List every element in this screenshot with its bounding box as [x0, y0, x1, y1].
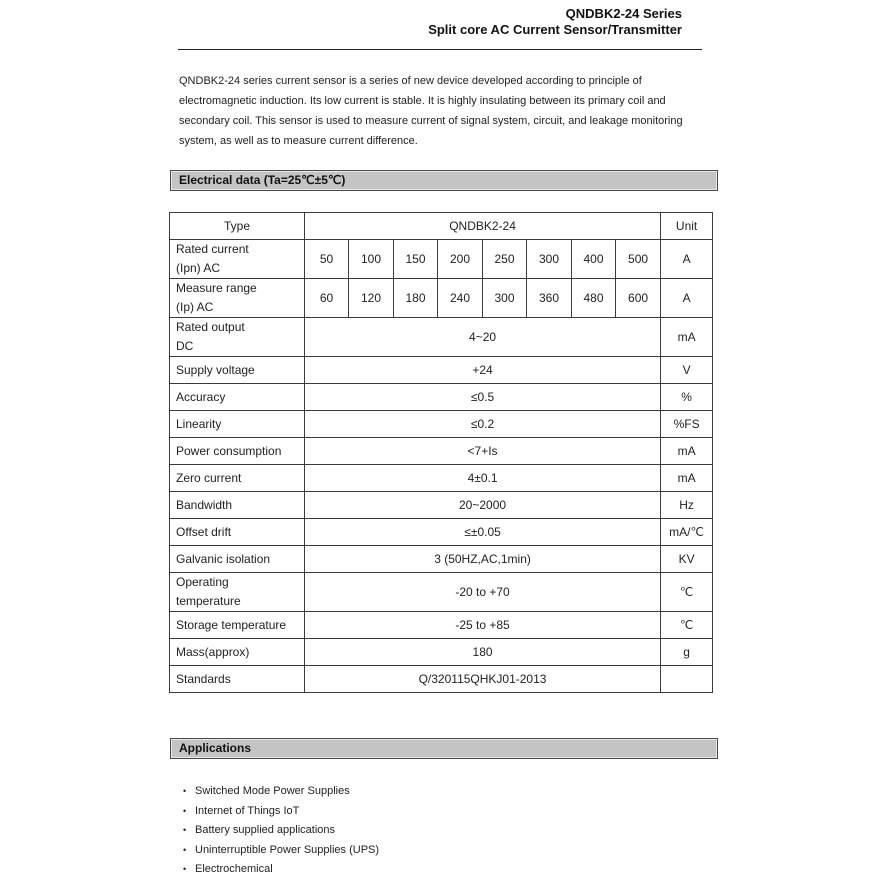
row-value: ≤0.2 — [305, 411, 661, 438]
measure-range-value: 360 — [527, 279, 572, 318]
row-unit: V — [661, 357, 713, 384]
rated-current-value: 500 — [616, 240, 661, 279]
applications-list — [183, 782, 379, 880]
table-header-row — [170, 213, 713, 240]
row-label: Galvanic isolation — [170, 546, 305, 573]
row-value: -20 to +70 — [305, 573, 661, 612]
measure-range-unit: A — [661, 279, 713, 318]
row-label: Supply voltage — [170, 357, 305, 384]
row-label: Standards — [170, 666, 305, 693]
label-line: temperature — [176, 594, 241, 608]
rated-current-value: 100 — [349, 240, 394, 279]
electrical-data-heading: Electrical data (Ta=25℃±5℃) — [170, 170, 718, 191]
measure-range-label — [170, 279, 305, 318]
row-unit — [661, 666, 713, 693]
label-line: Measure range — [176, 281, 257, 295]
table-row — [170, 612, 713, 639]
measure-range-value: 300 — [483, 279, 527, 318]
measure-range-value: 240 — [438, 279, 483, 318]
rated-current-value: 250 — [483, 240, 527, 279]
row-value: 180 — [305, 639, 661, 666]
rated-current-value: 400 — [572, 240, 616, 279]
table-row — [170, 492, 713, 519]
row-value: 20~2000 — [305, 492, 661, 519]
label-line: Rated output — [176, 320, 245, 334]
rated-current-value: 300 — [527, 240, 572, 279]
table-row — [170, 639, 713, 666]
row-label: Mass(approx) — [170, 639, 305, 666]
row-value: ≤±0.05 — [305, 519, 661, 546]
list-item: • Battery supplied applications — [183, 821, 379, 841]
row-unit: ℃ — [661, 612, 713, 639]
row-label: Power consumption — [170, 438, 305, 465]
rated-current-row — [170, 240, 713, 279]
rated-current-value: 50 — [305, 240, 349, 279]
table-row — [170, 519, 713, 546]
applications-heading: Applications — [170, 738, 718, 759]
measure-range-value: 600 — [616, 279, 661, 318]
table-row — [170, 666, 713, 693]
row-value: Q/320115QHKJ01-2013 — [305, 666, 661, 693]
label-line: DC — [176, 339, 194, 353]
list-item: • Switched Mode Power Supplies — [183, 782, 379, 802]
table-row — [170, 546, 713, 573]
row-label: Zero current — [170, 465, 305, 492]
table-row — [170, 438, 713, 465]
rated-current-value: 200 — [438, 240, 483, 279]
table-row — [170, 384, 713, 411]
list-item: • Internet of Things IoT — [183, 802, 379, 822]
measure-range-value: 180 — [394, 279, 438, 318]
electrical-data-table — [169, 212, 713, 693]
header-divider — [178, 49, 702, 50]
table-row — [170, 573, 713, 612]
header-unit-cell: Unit — [661, 213, 713, 240]
row-label: Offset drift — [170, 519, 305, 546]
measure-range-value: 60 — [305, 279, 349, 318]
rated-current-value: 150 — [394, 240, 438, 279]
row-value: ≤0.5 — [305, 384, 661, 411]
header-model-cell: QNDBK2-24 — [305, 213, 661, 240]
rated-current-unit: A — [661, 240, 713, 279]
row-label: Accuracy — [170, 384, 305, 411]
table-row — [170, 411, 713, 438]
header-type-cell: Type — [170, 213, 305, 240]
row-unit: KV — [661, 546, 713, 573]
row-label: Linearity — [170, 411, 305, 438]
label-line: Rated current — [176, 242, 249, 256]
measure-range-row — [170, 279, 713, 318]
measure-range-value: 120 — [349, 279, 394, 318]
row-unit: mA — [661, 318, 713, 357]
row-value: +24 — [305, 357, 661, 384]
row-value: 4~20 — [305, 318, 661, 357]
document-header — [428, 6, 682, 38]
row-label: Storage temperature — [170, 612, 305, 639]
row-value: <7+Is — [305, 438, 661, 465]
row-unit: % — [661, 384, 713, 411]
list-item: • Uninterruptible Power Supplies (UPS) — [183, 841, 379, 861]
row-unit: g — [661, 639, 713, 666]
row-value: 3 (50HZ,AC,1min) — [305, 546, 661, 573]
table-row — [170, 318, 713, 357]
product-subtitle: Split core AC Current Sensor/Transmitter — [428, 22, 682, 37]
table-row — [170, 357, 713, 384]
label-line: (Ip) AC — [176, 300, 214, 314]
row-unit: mA/℃ — [661, 519, 713, 546]
row-unit: Hz — [661, 492, 713, 519]
intro-paragraph: QNDBK2-24 series current sensor is a series of new device developed according to principle of electromagnetic induction. Its low current is stable. It is highly insulating between its primary coil and secondary coil. This sensor is used to measure current of signal system, circuit, and leakage monitoring system, as well as to measure current difference. — [179, 75, 683, 147]
row-value: 4±0.1 — [305, 465, 661, 492]
row-unit: %FS — [661, 411, 713, 438]
row-unit: mA — [661, 465, 713, 492]
list-item: • Electrochemical — [183, 860, 379, 880]
measure-range-value: 480 — [572, 279, 616, 318]
row-label — [170, 573, 305, 612]
rated-current-label — [170, 240, 305, 279]
row-value: -25 to +85 — [305, 612, 661, 639]
row-unit: mA — [661, 438, 713, 465]
row-label — [170, 318, 305, 357]
row-label: Bandwidth — [170, 492, 305, 519]
series-title: QNDBK2-24 Series — [565, 6, 682, 21]
label-line: Operating — [176, 575, 229, 589]
table-row — [170, 465, 713, 492]
row-unit: ℃ — [661, 573, 713, 612]
label-line: (Ipn) AC — [176, 261, 221, 275]
